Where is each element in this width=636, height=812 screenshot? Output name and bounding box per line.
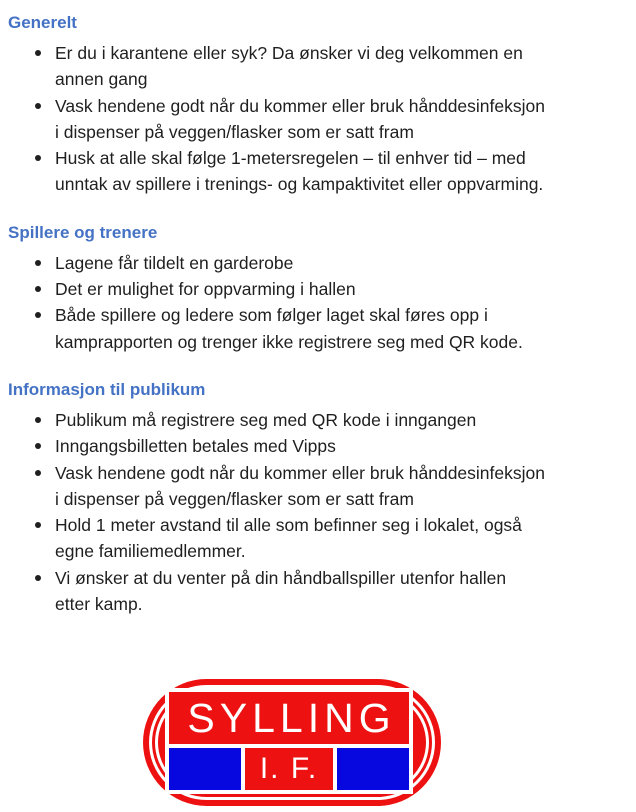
section-generelt (8, 10, 628, 198)
bullet-item (8, 407, 628, 433)
bullet-line: unntak av spillere i trenings- og kampaktivitet eller oppvarming. (55, 174, 544, 195)
bullet-line: Vask hendene godt når du kommer eller bruk hånddesinfeksjon (55, 95, 545, 116)
bullet-line: Vask hendene godt når du kommer eller bruk hånddesinfeksjon (55, 462, 545, 483)
bullet-item (8, 93, 628, 146)
bullet-list (8, 407, 628, 617)
logo-blue-block-left (169, 748, 241, 790)
bullet-line: etter kamp. (55, 594, 143, 615)
bullet-line: Er du i karantene eller syk? Da ønsker vi deg velkommen en (55, 43, 523, 63)
bullet-item (8, 565, 628, 618)
logo-plate (165, 688, 413, 794)
bullet-line: Lagene får tildelt en garderobe (55, 252, 294, 273)
section-heading: Informasjon til publikum (8, 379, 206, 399)
section-heading: Generelt (8, 13, 77, 32)
bullet-item (8, 512, 628, 565)
bullet-item (8, 433, 628, 459)
bullet-list (8, 250, 628, 355)
logo-name-band (169, 692, 409, 744)
bullet-line: annen gang (55, 69, 148, 90)
bullet-line: i dispenser på veggen/flasker som er satt fram (55, 121, 414, 142)
sylling-if-logo (143, 679, 441, 806)
section-spillere-og-trenere (8, 220, 628, 355)
section-heading: Spillere og trenere (8, 222, 158, 242)
bullet-line: Vi ønsker at du venter på din håndballspiller utenfor hallen (55, 567, 507, 588)
bullet-item (8, 250, 628, 276)
logo-club-suffix: I. F. (259, 752, 319, 786)
bullet-line: Det er mulighet for oppvarming i hallen (55, 279, 356, 300)
bullet-list (8, 40, 628, 198)
bullet-item (8, 145, 628, 198)
logo-blue-block-right (337, 748, 409, 790)
bullet-item (8, 276, 628, 302)
bullet-item (8, 460, 628, 513)
logo-suffix-cell (245, 748, 334, 790)
section-informasjon-til-publikum (8, 377, 628, 617)
bullet-item (8, 302, 628, 355)
logo-bottom-band (169, 748, 409, 790)
bullet-line: Hold 1 meter avstand til alle som befinner seg i lokalet, også (55, 515, 522, 536)
bullet-line: kamprapporten og trenger ikke registrere seg med QR kode. (55, 331, 523, 352)
bullet-item (8, 40, 628, 93)
logo-club-name: SYLLING (187, 694, 396, 741)
bullet-line: i dispenser på veggen/flasker som er satt fram (55, 488, 414, 509)
bullet-line: Både spillere og ledere som følger laget skal føres opp i (55, 305, 488, 326)
bullet-line: Inngangsbilletten betales med Vipps (55, 436, 336, 457)
bullet-line: Publikum må registrere seg med QR kode i inngangen (55, 409, 477, 430)
bullet-line: Husk at alle skal følge 1-metersregelen – til enhver tid – med (55, 148, 526, 169)
bullet-line: egne familiemedlemmer. (55, 541, 246, 562)
